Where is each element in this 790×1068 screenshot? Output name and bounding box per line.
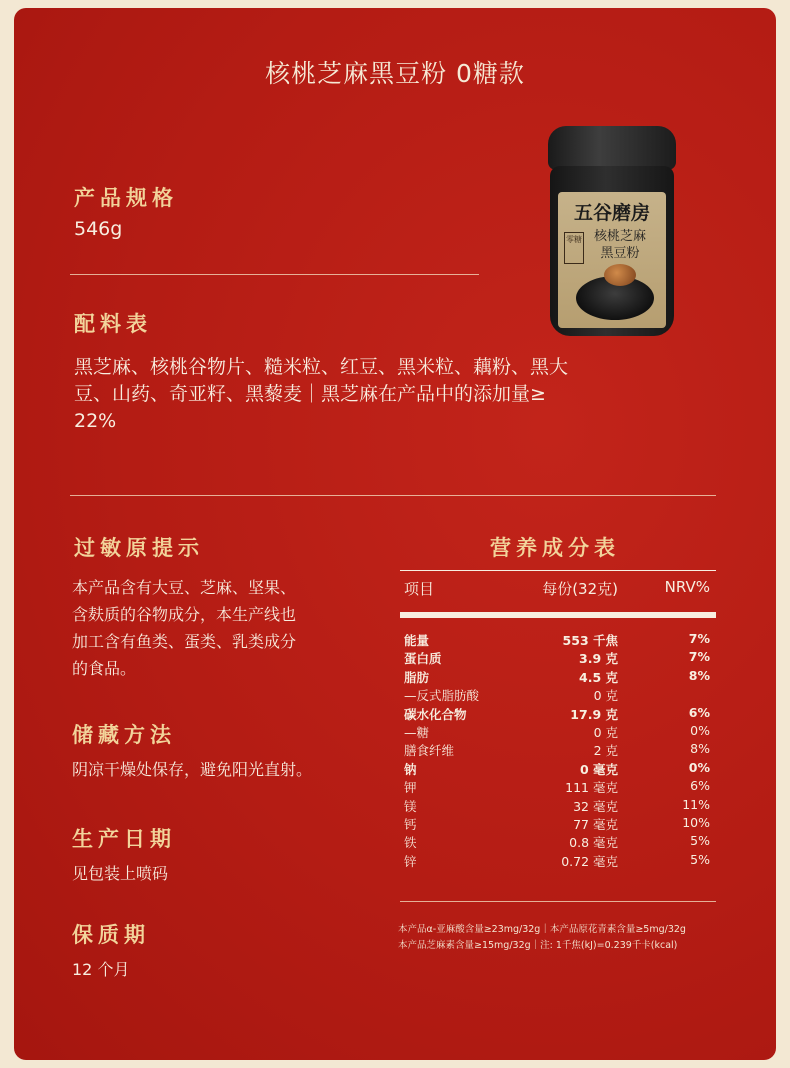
nutrient-value: 4.5 克 — [579, 669, 618, 685]
jar-product-line2: 黑豆粉 — [600, 246, 640, 261]
ingredients-heading: 配料表 — [74, 312, 152, 336]
page-title: 核桃芝麻黑豆粉 0糖款 — [265, 59, 525, 88]
nutrient-value: 0.8 毫克 — [569, 835, 618, 851]
spec-value: 546g — [74, 218, 123, 240]
nutrient-name: 钾 — [404, 780, 417, 796]
nutrient-nrv: 6% — [688, 704, 710, 720]
nutrient-name: —反式脂肪酸 — [404, 688, 480, 704]
table-row — [400, 797, 736, 815]
col-nrv: NRV% — [664, 578, 710, 596]
nutrient-name: 膳食纤维 — [404, 743, 455, 759]
nutrient-value: 17.9 克 — [570, 706, 618, 722]
table-row — [400, 815, 736, 833]
nutrition-footnote: 本产品芝麻素含量≥15mg/32g｜注: 1千焦(kJ)=0.239千卡(kcal) — [398, 940, 678, 951]
ingredients-line3: 22% — [74, 410, 117, 432]
table-row — [400, 668, 736, 686]
table-row — [400, 649, 736, 667]
nutrient-nrv: 5% — [690, 851, 710, 867]
col-item: 项目 — [404, 580, 435, 598]
nutrient-nrv: 10% — [682, 815, 710, 830]
nutrient-value: 77 毫克 — [573, 817, 618, 832]
nutrient-value: 32 毫克 — [573, 798, 618, 814]
nutrition-table-header — [400, 578, 736, 598]
production-date-value: 见包装上喷码 — [72, 864, 169, 883]
nutrient-nrv: 8% — [688, 667, 710, 683]
nutrient-nrv: 0% — [688, 759, 710, 775]
divider — [70, 495, 716, 496]
jar-product-line1: 核桃芝麻 — [593, 229, 646, 244]
product-jar-image — [548, 126, 676, 338]
table-row — [400, 631, 736, 649]
table-row — [400, 833, 736, 851]
table-row — [400, 760, 736, 778]
table-row — [400, 723, 736, 741]
jar-walnut-graphic — [604, 264, 636, 286]
nutrient-nrv: 5% — [690, 833, 710, 849]
ingredients-line2: 豆、山药、奇亚籽、黑藜麦｜黑芝麻在产品中的添加量≥ — [74, 383, 546, 405]
nutrient-value: 2 克 — [593, 743, 618, 759]
jar-seal: 零糖 — [564, 232, 584, 264]
nutrient-name: 钠 — [404, 761, 417, 777]
shelf-life-heading: 保质期 — [72, 923, 150, 947]
nutrient-name: 脂肪 — [404, 669, 430, 685]
nutrient-value: 0 克 — [593, 725, 618, 740]
nutrient-value: 111 毫克 — [565, 780, 618, 796]
table-top-rule — [400, 570, 716, 571]
nutrient-value: 0 克 — [593, 688, 618, 704]
nutrient-nrv: 8% — [690, 741, 710, 757]
spec-heading: 产品规格 — [74, 186, 178, 210]
jar-label — [558, 192, 666, 328]
nutrient-value: 0 毫克 — [579, 761, 618, 777]
ingredients-line1: 黑芝麻、核桃谷物片、糙米粒、红豆、黑米粒、藕粉、黑大 — [74, 356, 569, 378]
nutrient-name: 蛋白质 — [404, 651, 442, 667]
nutrition-heading: 营养成分表 — [490, 536, 620, 560]
table-row — [400, 741, 736, 759]
nutrient-value: 0.72 毫克 — [561, 853, 618, 869]
nutrient-name: 能量 — [404, 633, 430, 648]
production-date-heading: 生产日期 — [72, 827, 176, 851]
nutrient-value: 3.9 克 — [579, 651, 618, 667]
nutrient-name: 碳水化合物 — [404, 706, 467, 722]
allergen-line: 的食品。 — [72, 659, 137, 678]
allergen-heading: 过敏原提示 — [74, 536, 204, 560]
nutrition-footnote: 本产品α-亚麻酸含量≥23mg/32g｜本产品原花青素含量≥5mg/32g — [398, 924, 686, 935]
storage-heading: 储藏方法 — [72, 723, 176, 747]
allergen-line: 加工含有鱼类、蛋类、乳类成分 — [72, 632, 297, 651]
nutrient-nrv: 0% — [690, 723, 710, 738]
table-row — [400, 852, 736, 870]
nutrient-nrv: 7% — [688, 631, 710, 646]
table-row — [400, 686, 736, 704]
jar-lid — [548, 126, 676, 170]
nutrient-nrv: 6% — [690, 778, 710, 794]
table-bottom-rule — [400, 901, 716, 902]
nutrient-name: —糖 — [404, 725, 430, 740]
nutrient-name: 钙 — [404, 817, 417, 832]
jar-body — [550, 166, 674, 336]
divider — [70, 274, 479, 275]
product-info-card — [14, 8, 776, 1060]
table-header-rule — [400, 612, 716, 618]
storage-value: 阴凉干燥处保存，避免阳光直射。 — [72, 760, 313, 779]
table-row — [400, 705, 736, 723]
nutrient-name: 铁 — [404, 835, 417, 851]
nutrient-nrv: 11% — [682, 796, 710, 812]
nutrient-name: 镁 — [404, 798, 417, 814]
nutrient-value: 553 千焦 — [562, 633, 618, 648]
nutrient-name: 锌 — [404, 853, 417, 869]
table-row — [400, 778, 736, 796]
allergen-line: 含麸质的谷物成分，本生产线也 — [72, 605, 297, 624]
nutrient-nrv: 7% — [688, 649, 710, 665]
jar-brand-logo: 五谷磨房 — [573, 202, 650, 224]
col-per-serving: 每份(32克) — [542, 580, 618, 598]
jar-product-name — [584, 228, 656, 262]
allergen-line: 本产品含有大豆、芝麻、坚果、 — [72, 578, 297, 597]
shelf-life-value: 12 个月 — [72, 960, 130, 979]
